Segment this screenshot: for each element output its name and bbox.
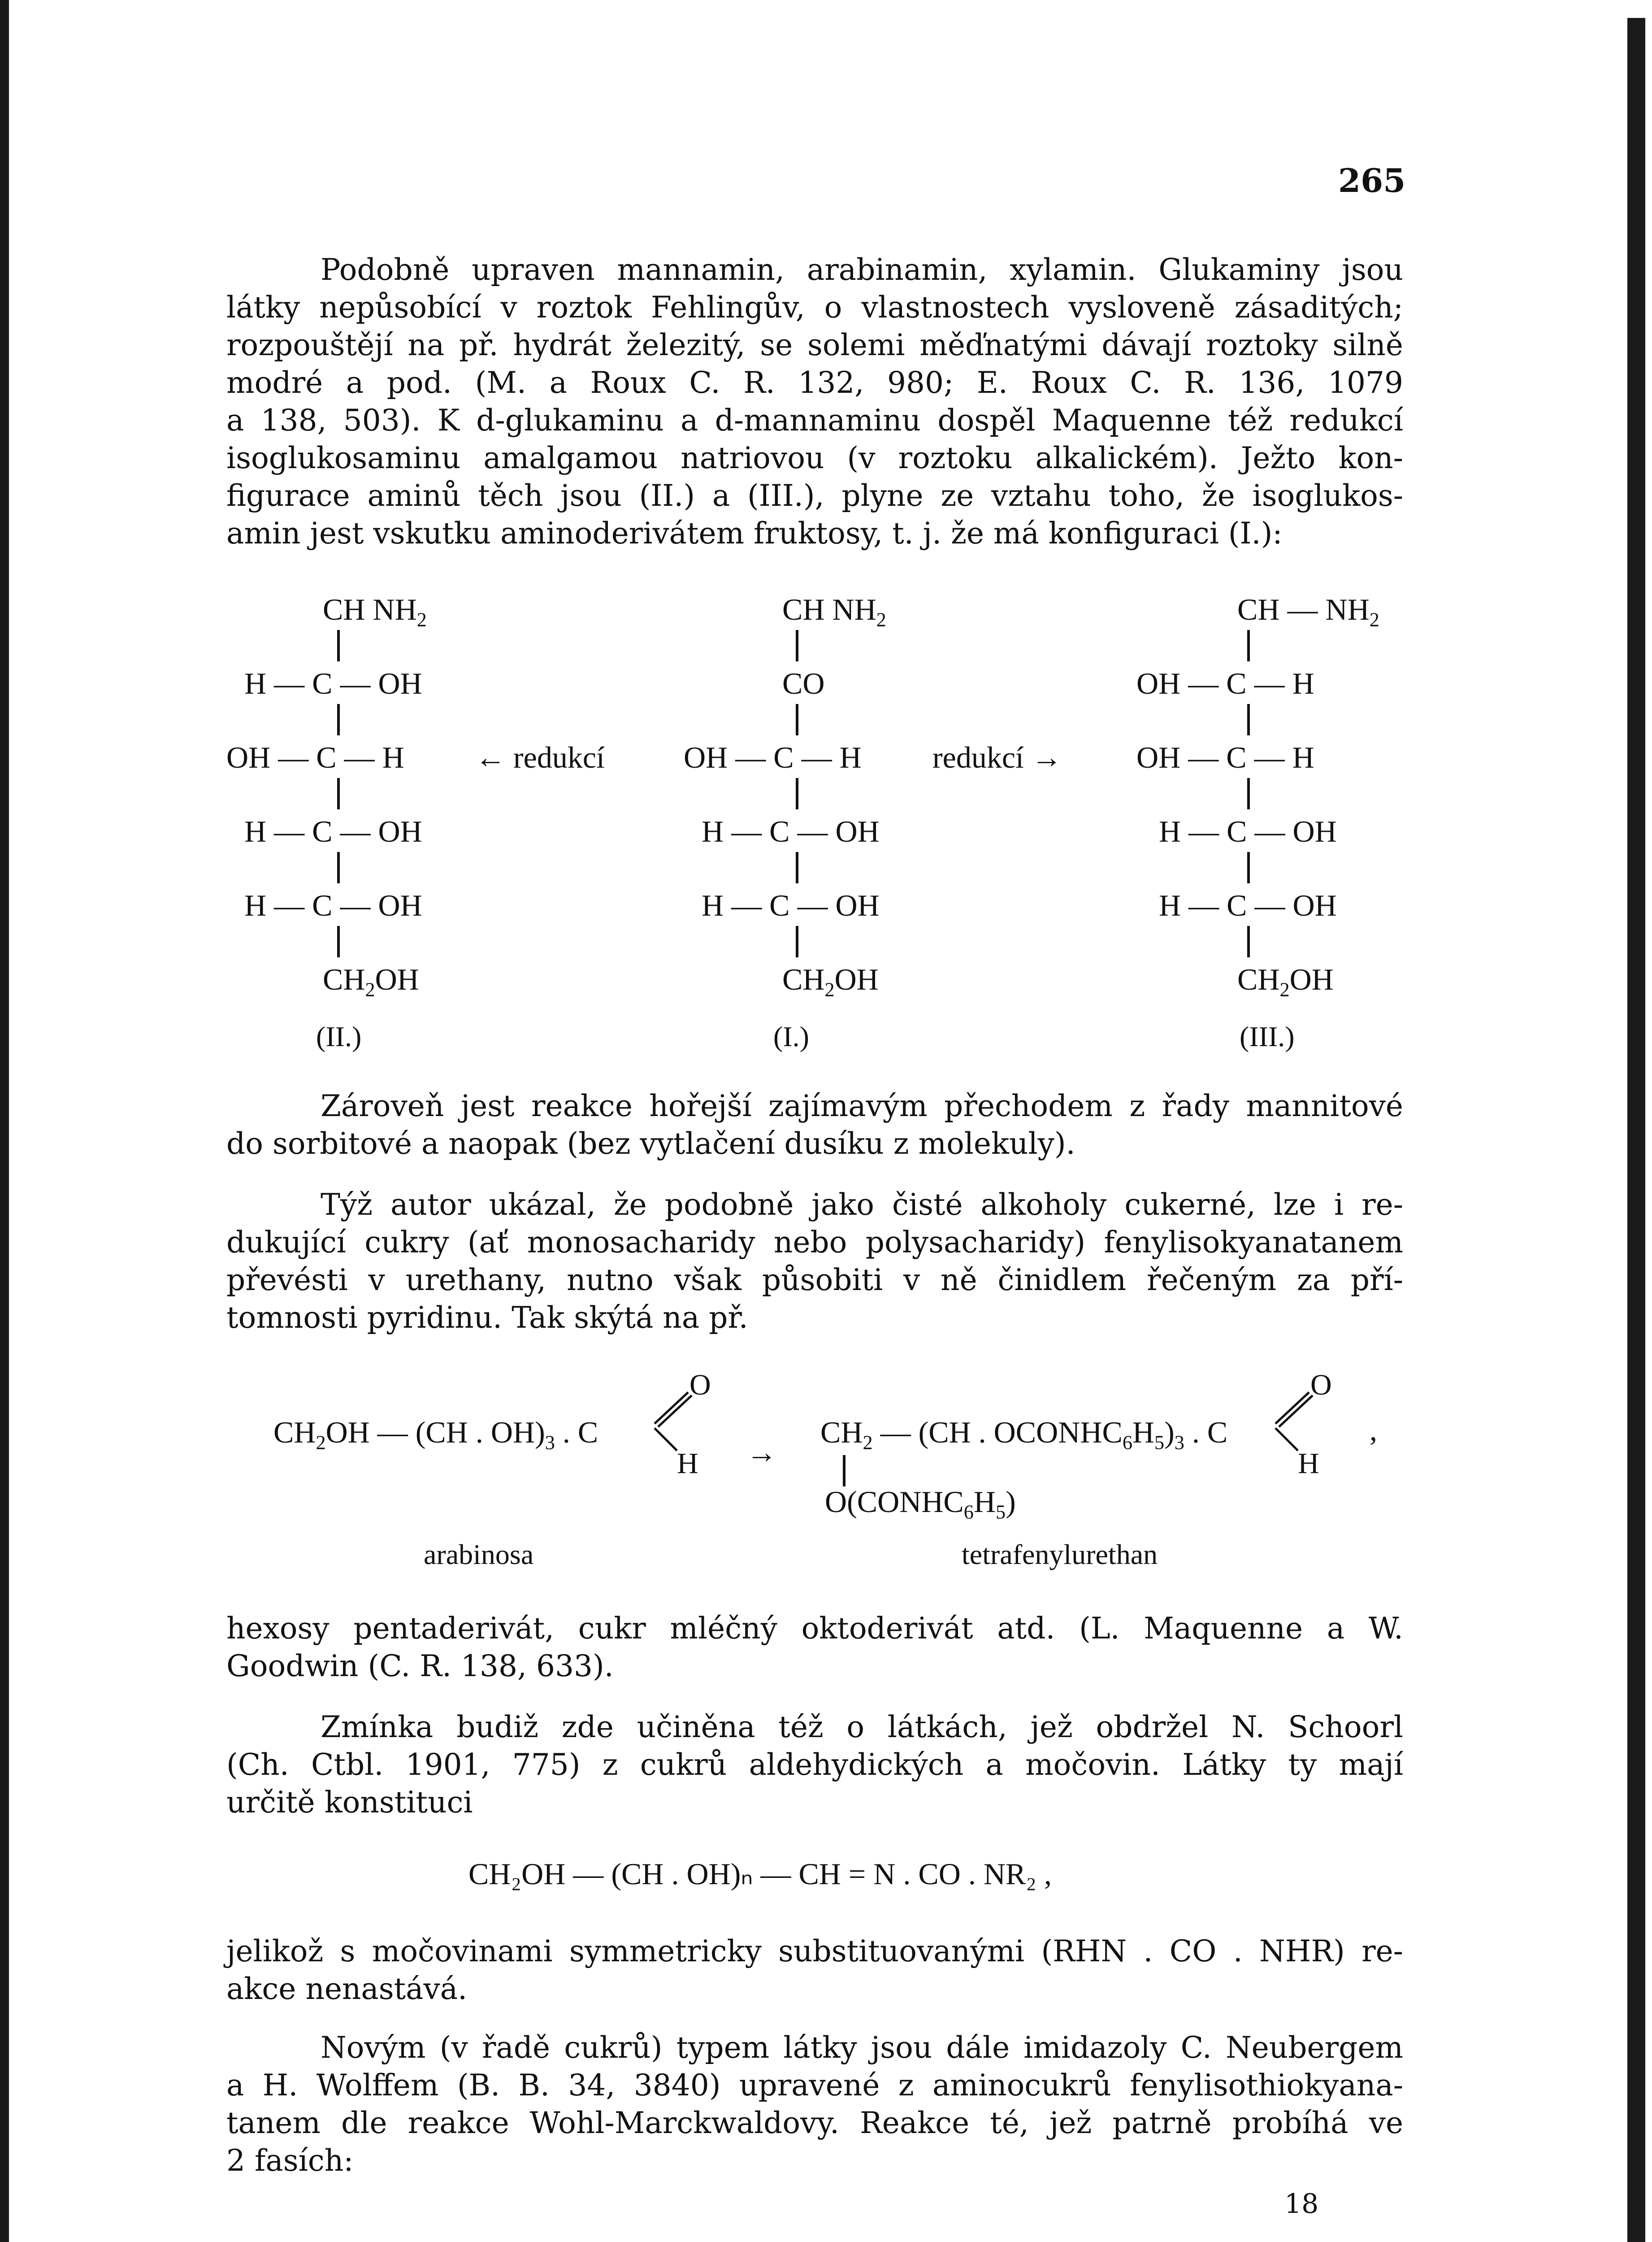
p1-line-5: a 138, 503). K d-glukaminu a d-mannaminu dospěl Maquenne též redukcí bbox=[226, 403, 1403, 438]
p1-line-7: figurace aminů těch jsou (II.) a (III.), plyne ze vztahu toho, že isoglukos- bbox=[226, 478, 1403, 513]
arrow-left-reduction: ← redukcí bbox=[475, 740, 605, 774]
label-ii: (II.) bbox=[316, 1021, 362, 1052]
svg-text:O: O bbox=[689, 1369, 711, 1401]
paragraph-2 bbox=[226, 1087, 1403, 1163]
s2-ch2oh: $CH_2OH$ bbox=[323, 962, 419, 1001]
p2-line-1: Zároveň jest reakce hořejší zajímavým přechodem z řady mannitové bbox=[321, 1089, 1403, 1123]
p4-line-2: Goodwin (C. R. 138, 633). bbox=[226, 1649, 614, 1683]
p6-line-1: jelikož s močovinami symmetricky substituovanými (RHN . CO . NHR) re- bbox=[226, 1934, 1403, 1968]
p5-line-1: Zmínka budiž zde učiněna též o látkách, jež obdržel N. Schoorl bbox=[321, 1710, 1403, 1744]
bond bbox=[796, 852, 798, 883]
s3-ch2oh: $CH_2OH$ bbox=[1237, 962, 1334, 1001]
p2-line-2: do sorbitové a naopak (bez vytlačení dusíku z molekuly). bbox=[226, 1126, 1075, 1161]
svg-text:O: O bbox=[1310, 1369, 1332, 1401]
paragraph-4 bbox=[226, 1610, 1403, 1685]
s3-ch-nh2: CH — $NH_2$ bbox=[1237, 592, 1379, 631]
paragraph-5 bbox=[226, 1708, 1403, 1821]
s2-ch-nh2: CH $NH_2$ bbox=[323, 592, 427, 631]
p7-line-3: tanem dle reakce Wohl-Marckwaldovy. Reakce té, jež patrně probíhá ve bbox=[226, 2106, 1403, 2140]
aldehyde-group-right bbox=[1271, 1369, 1332, 1480]
p5-line-3: určitě konstituci bbox=[226, 1785, 473, 1820]
bond bbox=[796, 630, 798, 661]
bond bbox=[337, 778, 340, 809]
signature-number: 18 bbox=[1284, 2188, 1319, 2220]
bond bbox=[1247, 926, 1250, 957]
s1-row-5: H — C — OH bbox=[702, 888, 880, 922]
s2-row-4: H — C — OH bbox=[244, 814, 422, 848]
paragraph-7 bbox=[226, 2029, 1403, 2180]
bond bbox=[1247, 778, 1250, 809]
s2-row-5: H — C — OH bbox=[244, 888, 422, 922]
bond bbox=[337, 852, 340, 883]
label-arabinosa: arabinosa bbox=[424, 1538, 534, 1570]
p1-line-4: modré a pod. (M. a Roux C. R. 132, 980; E. Roux C. R. 136, 1079 bbox=[226, 365, 1403, 400]
bond bbox=[843, 1455, 846, 1486]
p3-line-2: dukující cukry (ať monosacharidy nebo polysacharidy) fenylisokyanatanem bbox=[226, 1225, 1403, 1260]
p1-line-3: rozpouštějí na př. hydrát železitý, se solemi měďnatými dávají roztoky silně bbox=[226, 328, 1403, 362]
p4-line-1: hexosy pentaderivát, cukr mléčný oktoderivát atd. (L. Maquenne a W. bbox=[226, 1611, 1403, 1646]
p3-line-4: tomnosti pyridinu. Tak skýtá na př. bbox=[226, 1300, 748, 1335]
s3-row-4: H — C — OH bbox=[1159, 814, 1337, 848]
svg-text:H: H bbox=[1298, 1447, 1319, 1480]
s1-row-3: OH — C — H bbox=[684, 740, 862, 774]
p1-line-1: Podobně upraven mannamin, arabinamin, xylamin. Glukaminy jsou bbox=[321, 252, 1403, 287]
bond bbox=[337, 630, 340, 661]
p7-line-1: Novým (v řadě cukrů) typem látky jsou dále imidazoly C. Neubergem bbox=[321, 2030, 1403, 2065]
label-i: (I.) bbox=[773, 1021, 809, 1052]
right-scan-border bbox=[1627, 18, 1645, 2242]
paragraph-6 bbox=[226, 1933, 1403, 2008]
p7-line-4: 2 fasích: bbox=[226, 2143, 354, 2178]
comma: , bbox=[1370, 1413, 1377, 1447]
s1-co: CO bbox=[782, 666, 825, 700]
arabinosa-formula: $CH_2OH$ — (CH . $OH)_3$ . C bbox=[273, 1415, 598, 1454]
s3-row-3: OH — C — H bbox=[1136, 740, 1314, 774]
p1-line-2: látky nepůsobící v roztok Fehlingův, o vlastnostech vysloveně zásaditých; bbox=[226, 290, 1403, 325]
p3-line-3: převésti v urethany, nutno však působiti v ně činidlem řečeným za pří- bbox=[226, 1263, 1403, 1297]
p7-line-2: a H. Wolffem (B. B. 34, 3840) upravené z aminocukrů fenylisothiokyana- bbox=[226, 2068, 1403, 2103]
bond bbox=[796, 704, 798, 735]
bond bbox=[796, 926, 798, 957]
bond bbox=[337, 704, 340, 735]
tetrafenylurethan-formula: $CH_2$ — (CH . $OCONHC_6H_5)_3$ . C bbox=[820, 1415, 1228, 1454]
urethan-substituent: $O(CONHC_6H_5)$ bbox=[825, 1485, 1016, 1523]
p3-line-1: Týž autor ukázal, že podobně jako čisté alkoholy cukerné, lze i re- bbox=[321, 1187, 1403, 1222]
reaction-arrow: → bbox=[746, 1435, 777, 1469]
paragraph-1 bbox=[226, 251, 1403, 552]
p6-line-2: akce nenastává. bbox=[226, 1972, 468, 2006]
s3-row-2: OH — C — H bbox=[1136, 666, 1314, 700]
bond bbox=[1247, 630, 1250, 661]
aldehyde-group-left bbox=[650, 1369, 711, 1480]
label-iii: (III.) bbox=[1240, 1021, 1295, 1052]
s1-ch2oh: $CH_2OH$ bbox=[782, 962, 879, 1001]
s1-ch-nh2: CH $NH_2$ bbox=[782, 592, 886, 631]
s2-row-2: H — C — OH bbox=[244, 666, 422, 700]
label-tetrafenylurethan: tetrafenylurethan bbox=[962, 1538, 1158, 1570]
bond bbox=[1247, 704, 1250, 735]
page-number: 265 bbox=[1338, 161, 1406, 200]
bond bbox=[337, 926, 340, 957]
s1-row-4: H — C — OH bbox=[702, 814, 880, 848]
svg-text:H: H bbox=[677, 1447, 698, 1480]
schoorl-formula: CH₂OH — (CH . OH)ₙ — CH = N . CO . NR₂ , bbox=[468, 1857, 1052, 1891]
p5-line-2: (Ch. Ctbl. 1901, 775) z cukrů aldehydických a močovin. Látky ty mají bbox=[226, 1747, 1403, 1782]
bond bbox=[1247, 852, 1250, 883]
p1-line-6: isoglukosaminu amalgamou natriovou (v roztoku alkalickém). Ježto kon- bbox=[226, 441, 1403, 475]
s3-row-5: H — C — OH bbox=[1159, 888, 1337, 922]
arrow-right-reduction: redukcí → bbox=[932, 740, 1062, 774]
s2-row-3: OH — C — H bbox=[226, 740, 404, 774]
p1-line-8: amin jest vskutku aminoderivátem fruktosy, t. j. že má konfiguraci (I.): bbox=[226, 516, 1283, 551]
paragraph-3 bbox=[226, 1186, 1403, 1337]
left-scan-border bbox=[0, 0, 9, 2242]
bond bbox=[796, 778, 798, 809]
